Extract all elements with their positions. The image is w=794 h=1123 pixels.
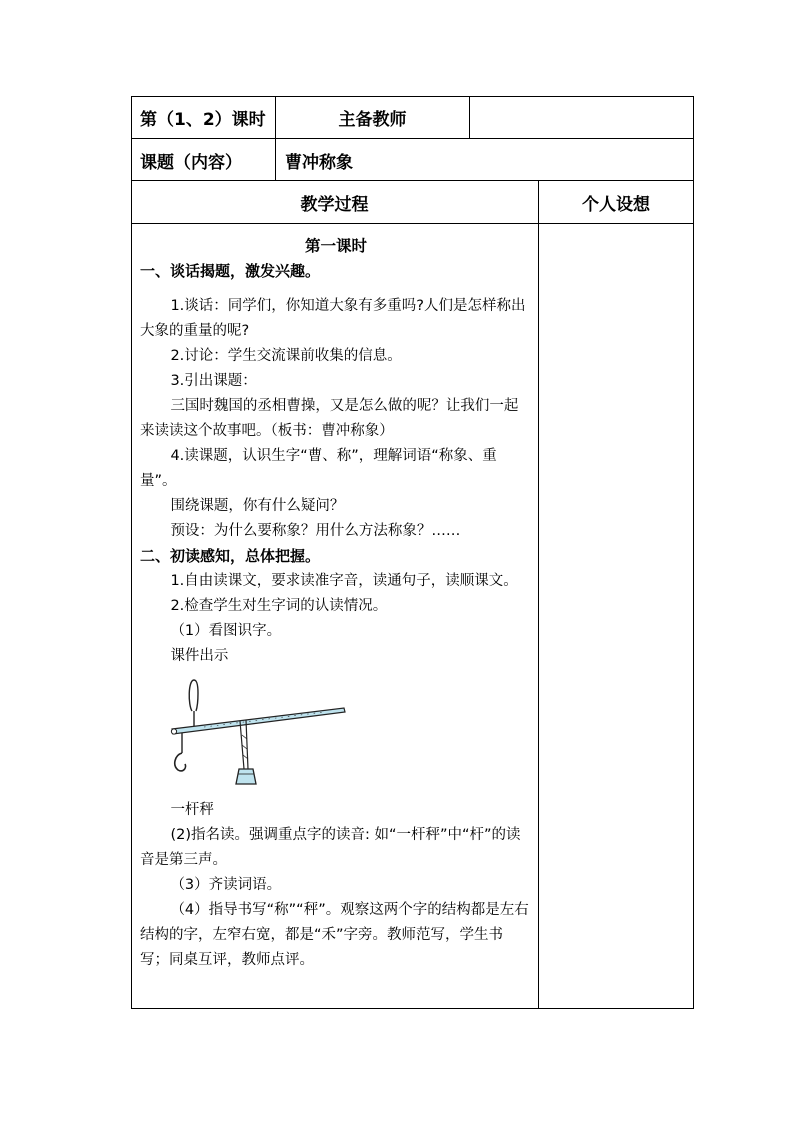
teacher-label: 主备教师 [338,110,407,130]
paragraph: 围绕课题，你有什么疑问？ [170,498,345,514]
process-content-cell [131,224,538,1008]
period-label: 第（1、2）课时 [140,110,266,130]
steelyard-icon [164,675,364,790]
paragraph: 2.检查学生对生字词的认读情况。 [170,598,388,614]
paragraph: 1.自由读课文，要求读准字音，读通句子，读顺课文。 [170,573,518,589]
process-content [140,234,532,973]
paragraph: （4）指导书写“称”“秤”。观察这两个字的结构都是左右结构的字，左窄右宽，都是“禾”字旁。教师范写，学生书写；同桌互评，教师点评。 [140,902,529,968]
column-ideas-header: 个人设想 [582,194,650,215]
section-heading: 一、谈话揭题，激发兴趣。 [140,262,321,280]
column-process-header: 教学过程 [300,194,369,215]
paragraph: 1.谈话：同学们，你知道大象有多重吗?人们是怎样称出大象的重量的呢? [140,298,526,339]
section-heading: 二、初读感知，总体把握。 [140,547,321,565]
paragraph: 2.讨论：学生交流课前收集的信息。 [170,348,402,364]
table-border-bottom [131,1008,694,1009]
topic-label: 课题（内容） [140,152,242,173]
teacher-value [470,96,693,139]
lesson-plan-table [131,96,694,1009]
paragraph: 4.读课题，认识生字“曹、称”，理解词语“称象、重量”。 [140,448,497,489]
paragraph: （3）齐读词语。 [170,877,282,893]
topic-value: 曹冲称象 [285,152,353,173]
paragraph: 课件出示 [170,648,229,664]
paragraph: 3.引出课题： [170,373,257,389]
lesson-title: 第一课时 [304,237,367,255]
paragraph: 预设：为什么要称象？用什么方法称象？…… [170,523,461,539]
image-caption: 一杆秤 [170,802,214,818]
paragraph: (2)指名读。强调重点字的读音: 如“一杆秤”中“杆”的读音是第三声。 [140,827,521,868]
paragraph: 三国时魏国的丞相曹操，又是怎么做的呢？让我们一起来读读这个故事吧。（板书：曹冲称象） [140,398,519,439]
paragraph: （1）看图识字。 [170,623,282,639]
steelyard-illustration [164,675,364,790]
table-border-right [693,96,694,1009]
ideas-content-cell [539,224,693,1008]
